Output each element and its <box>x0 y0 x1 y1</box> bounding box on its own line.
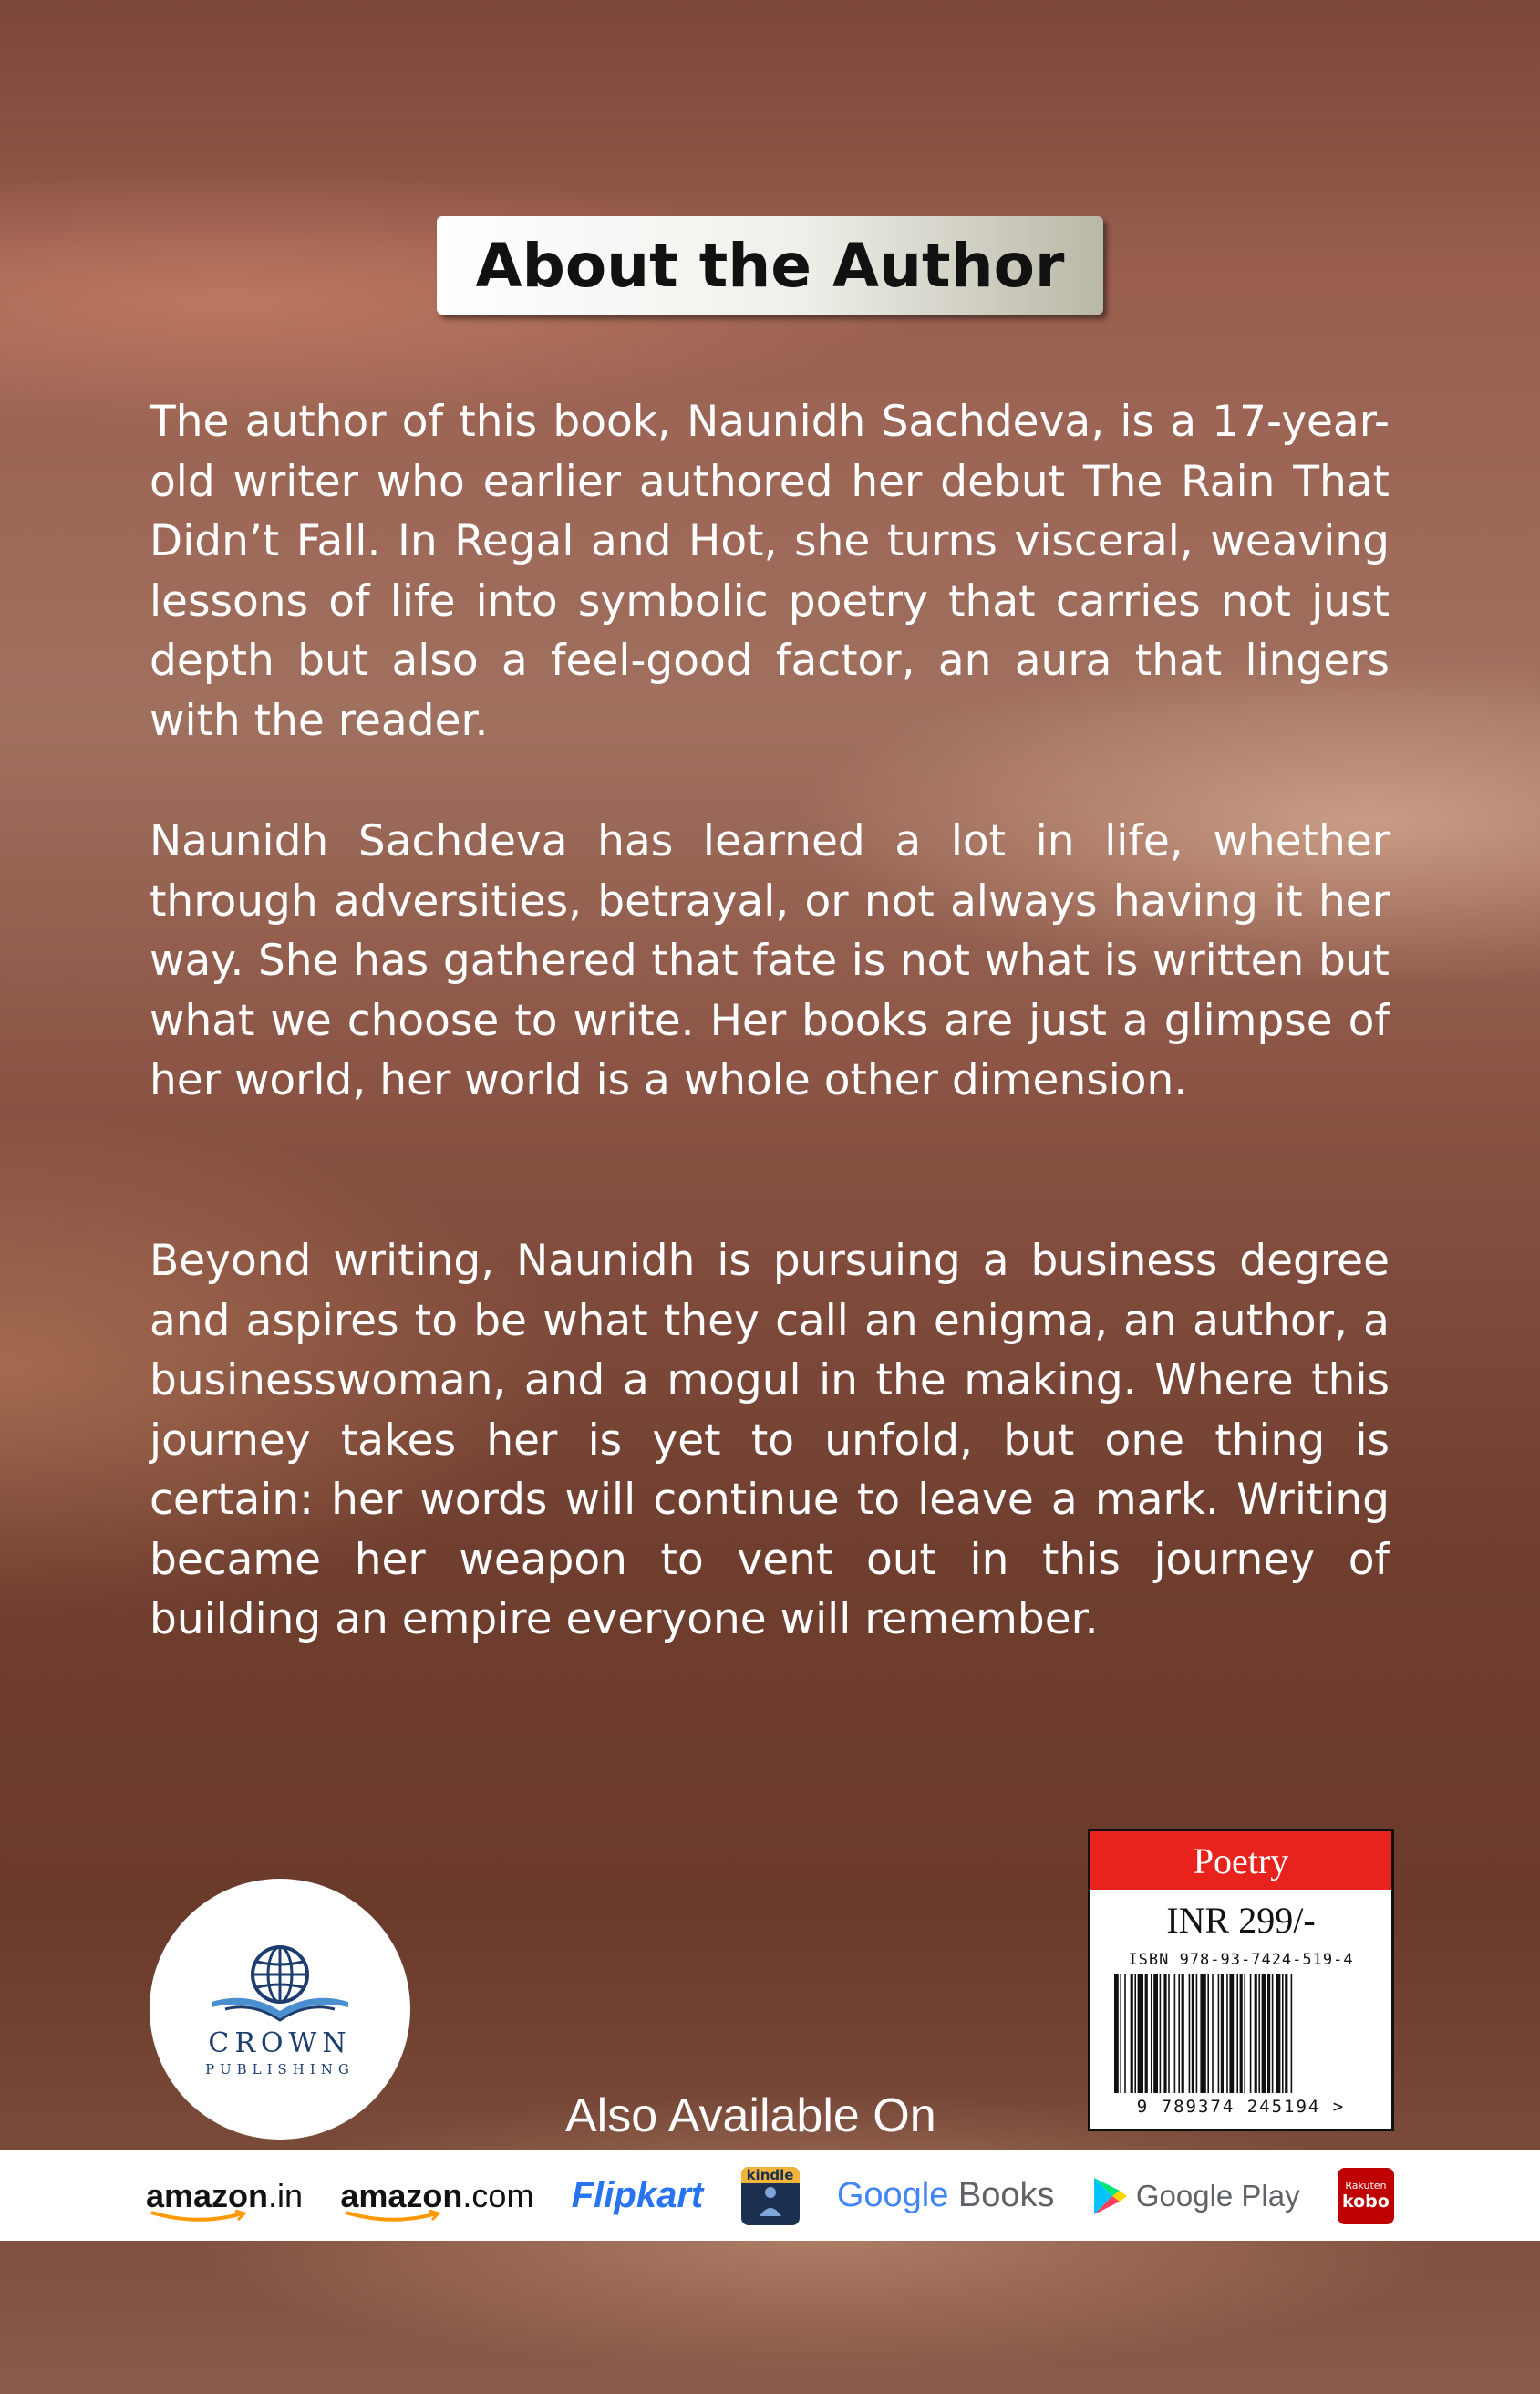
reader-figure-icon <box>752 2183 789 2220</box>
bio-paragraph-2: Naunidh Sachdeva has learned a lot in life, whether through adversities, betrayal, or not always having it her way. She has gathered that fate is not what is written but what we choose to write. Her books are just a glimpse of her world, her world is a whole other dimension. <box>150 816 1390 1105</box>
amazon-com-logo <box>340 2177 533 2215</box>
amazon-in-name: amazon <box>146 2176 269 2214</box>
books-wordmark: Books <box>957 2176 1055 2214</box>
heading-text: About the Author <box>475 230 1065 301</box>
store-amazon-com[interactable] <box>340 2177 533 2215</box>
publisher-logo <box>150 1879 410 2140</box>
flipkart-logo: Flipkart <box>571 2175 704 2215</box>
kindle-icon <box>741 2167 800 2225</box>
publisher-name: CROWN <box>208 2026 352 2059</box>
google-books-logo <box>837 2176 1055 2215</box>
genre-label: Poetry <box>1090 1831 1391 1890</box>
google-play-label: Google Play <box>1135 2178 1300 2213</box>
kobo-bottom-label: kobo <box>1342 2191 1390 2212</box>
isbn-label: ISBN 978-93-7424-519-4 <box>1128 1951 1354 1969</box>
publisher-subtitle: PUBLISHING <box>205 2060 355 2078</box>
store-google-books[interactable] <box>837 2176 1055 2215</box>
amazon-in-logo <box>146 2177 303 2215</box>
amazon-com-name: amazon <box>340 2176 463 2214</box>
barcode-digits: 9 789374 245194 > <box>1136 2097 1346 2117</box>
kindle-label: kindle <box>741 2167 800 2183</box>
store-amazon-in[interactable] <box>146 2177 303 2215</box>
google-play-icon <box>1092 2176 1129 2216</box>
store-google-play[interactable] <box>1092 2176 1300 2216</box>
bio-paragraph-1: The author of this book, Naunidh Sachdeva, is a 17-year-old writer who earlier authored her debut The Rain That Didn’t Fall. In Regal and Hot, she turns visceral, weaving lessons of life into symbolic poetry that carries not just depth but also a feel-good factor, an aura that lingers with the reader. <box>150 397 1390 746</box>
kobo-icon <box>1338 2168 1394 2224</box>
price-label: INR 299/- <box>1166 1900 1316 1941</box>
store-flipkart[interactable] <box>572 2175 703 2216</box>
google-wordmark: Google <box>836 2176 949 2214</box>
price-isbn-box <box>1088 1829 1394 2131</box>
store-strip <box>0 2150 1540 2241</box>
globe-book-icon <box>202 1942 357 2024</box>
amazon-smile-icon <box>148 2210 248 2224</box>
store-kindle[interactable] <box>741 2167 800 2225</box>
amazon-in-suffix: .in <box>268 2176 304 2214</box>
barcode <box>1109 1974 1373 2095</box>
amazon-com-suffix: .com <box>462 2176 534 2214</box>
store-kobo[interactable] <box>1338 2168 1394 2224</box>
kobo-top-label: Rakuten <box>1345 2179 1387 2192</box>
bio-paragraph-3: Beyond writing, Naunidh is pursuing a business degree and aspires to be what they call an enigma, an author, a businesswoman, and a mogul in the making. Where this journey takes her is yet to unfold, but one thing is certain: her words will continue to leave a mark. Writing became her weapon to vent out in this journey of building an empire everyone will remember. <box>150 1236 1390 1644</box>
amazon-smile-icon <box>342 2210 442 2224</box>
heading-banner <box>437 216 1103 315</box>
also-available-label: Also Available On <box>565 2089 936 2142</box>
